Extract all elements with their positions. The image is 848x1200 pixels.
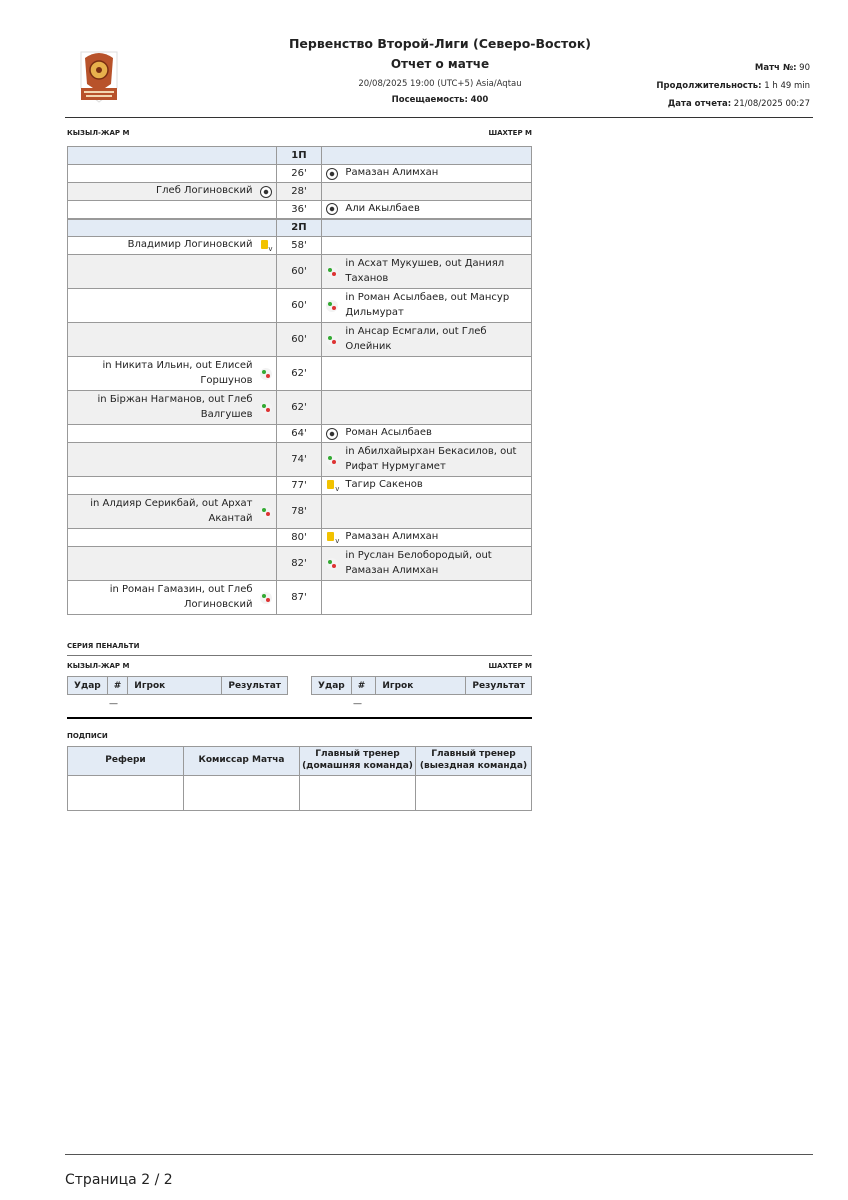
event-row [68, 323, 532, 357]
col-number: # [351, 677, 376, 695]
match-datetime: 20/08/2025 19:00 (UTC+5) Asia/Aqtau [358, 79, 522, 89]
goal-ball-icon [326, 428, 338, 440]
match-number-label: Матч №: [754, 63, 797, 73]
event-row [68, 201, 532, 219]
away-event-cell [322, 477, 532, 495]
home-event-cell [68, 425, 277, 443]
attendance-value: 400 [470, 95, 489, 105]
duration-label: Продолжительность: [656, 81, 762, 91]
half-label: 1П [276, 147, 322, 165]
away-event-text: Али Акылбаев [345, 203, 420, 214]
col-result: Результат [466, 677, 532, 695]
event-minute: 36' [276, 201, 322, 219]
event-minute: 58' [276, 237, 322, 255]
signatures-table [67, 746, 532, 811]
event-row [68, 391, 532, 425]
report-header [65, 30, 813, 118]
home-event-text: in Біржан Нагманов, out Глеб Валгушев [97, 394, 253, 420]
event-minute: 80' [276, 529, 322, 547]
league-logo [75, 48, 123, 106]
half-header-home [68, 147, 277, 165]
home-event-text: Глеб Логиновский [156, 185, 253, 197]
away-event-cell [322, 289, 532, 323]
away-event-text: in Ансар Есмгали, out Глеб Олейник [345, 326, 487, 352]
penalty-section-title: СЕРИЯ ПЕНАЛЬТИ [67, 642, 140, 650]
half-label: 2П [276, 219, 322, 237]
substitution-icon [260, 592, 272, 604]
home-coach-header: Главный тренер (домашняя команда) [300, 747, 416, 776]
home-event-text: in Алдияр Серикбай, out Архат Акантай [90, 498, 253, 524]
penalty-teams-row [67, 662, 532, 674]
event-row [68, 237, 532, 255]
away-event-cell [322, 201, 532, 219]
home-event-cell [68, 201, 277, 219]
home-event-cell [68, 289, 277, 323]
away-event-text: in Асхат Мукушев, out Даниял Таханов [345, 258, 505, 284]
match-number-value: 90 [799, 63, 810, 73]
event-minute: 60' [276, 289, 322, 323]
home-event-text: Владимир Логиновский [127, 239, 253, 251]
event-minute: 77' [276, 477, 322, 495]
home-team-name: КЫЗЫЛ-ЖАР М [67, 129, 130, 137]
substitution-icon [260, 368, 272, 380]
referee-signature-cell [68, 776, 184, 811]
report-subtitle: Отчет о матче [390, 57, 490, 71]
event-minute: 28' [276, 183, 322, 201]
event-row [68, 425, 532, 443]
event-minute: 60' [276, 255, 322, 289]
penalty-table-away [311, 676, 532, 695]
home-event-cell [68, 357, 277, 391]
signatures-section-title: ПОДПИСИ [67, 732, 108, 740]
event-minute: 64' [276, 425, 322, 443]
commissioner-signature-cell [184, 776, 300, 811]
away-coach-header: Главный тренер (выездная команда) [416, 747, 532, 776]
col-result: Результат [222, 677, 288, 695]
event-minute: 82' [276, 547, 322, 581]
events-table [67, 146, 532, 615]
substitution-icon [326, 300, 338, 312]
yellow-card-icon [326, 480, 338, 492]
away-event-cell [322, 357, 532, 391]
substitution-icon [326, 266, 338, 278]
event-row [68, 443, 532, 477]
substitution-icon [260, 402, 272, 414]
yellow-card-icon [260, 240, 272, 252]
goal-ball-icon [260, 186, 272, 198]
col-shot: Удар [68, 677, 108, 695]
half-header-row [68, 219, 532, 237]
teams-row [67, 129, 532, 141]
away-event-cell [322, 443, 532, 477]
away-event-text: Рамазан Алимхан [345, 167, 439, 179]
event-minute: 26' [276, 165, 322, 183]
event-row [68, 529, 532, 547]
away-event-cell [322, 323, 532, 357]
away-event-cell [322, 255, 532, 289]
home-event-cell [68, 183, 277, 201]
penalty-away-team: ШАХТЕР М [488, 662, 532, 670]
away-event-text: Тагир Сакенов [345, 479, 423, 491]
event-row [68, 289, 532, 323]
yellow-card-icon [326, 532, 338, 544]
col-shot: Удар [312, 677, 352, 695]
penalty-table-home [67, 676, 288, 695]
home-event-cell [68, 495, 277, 529]
half-header-away [322, 219, 532, 237]
event-row [68, 495, 532, 529]
home-event-cell [68, 165, 277, 183]
report-date-value: 21/08/2025 00:27 [733, 99, 810, 109]
home-event-cell [68, 255, 277, 289]
penalty-away-empty: — [353, 699, 362, 709]
page-number: Страница 2 / 2 [65, 1172, 173, 1188]
away-event-text: in Роман Асылбаев, out Мансур Дильмурат [345, 292, 510, 318]
substitution-icon [326, 558, 338, 570]
event-row [68, 165, 532, 183]
away-event-text: Рамазан Алимхан [345, 531, 439, 543]
commissioner-header: Комиссар Матча [184, 747, 300, 776]
away-event-cell [322, 237, 532, 255]
penalty-bottom-rule [67, 717, 532, 719]
event-minute: 62' [276, 391, 322, 425]
attendance-label: Посещаемость: [391, 95, 468, 105]
home-coach-signature-cell [300, 776, 416, 811]
event-minute: 78' [276, 495, 322, 529]
half-header-away [322, 147, 532, 165]
away-event-cell [322, 165, 532, 183]
event-row [68, 183, 532, 201]
col-player: Игрок [128, 677, 222, 695]
match-duration [580, 81, 810, 91]
away-event-text: in Абилхайырхан Бекасилов, out Рифат Нурмугамет [345, 446, 517, 472]
away-event-text: Роман Асылбаев [345, 427, 432, 439]
event-minute: 62' [276, 357, 322, 391]
away-event-text: in Руслан Белобородый, out Рамазан Алимхан [345, 550, 492, 576]
event-row [68, 255, 532, 289]
col-player: Игрок [376, 677, 466, 695]
penalty-rule [67, 655, 532, 656]
away-event-cell [322, 529, 532, 547]
away-coach-signature-cell [416, 776, 532, 811]
col-number: # [107, 677, 128, 695]
penalty-home-empty: — [109, 699, 118, 709]
away-event-cell [322, 391, 532, 425]
home-event-cell [68, 529, 277, 547]
duration-value: 1 h 49 min [764, 81, 810, 91]
event-row [68, 547, 532, 581]
substitution-icon [326, 454, 338, 466]
home-event-cell [68, 391, 277, 425]
footer-rule [65, 1154, 813, 1155]
event-minute: 74' [276, 443, 322, 477]
home-event-cell [68, 323, 277, 357]
report-date [580, 99, 810, 109]
home-event-text: in Роман Гамазин, out Глеб Логиновский [109, 584, 253, 610]
away-team-name: ШАХТЕР М [488, 129, 532, 137]
away-event-cell [322, 547, 532, 581]
goal-ball-icon [326, 168, 338, 180]
event-minute: 87' [276, 581, 322, 615]
away-event-cell [322, 495, 532, 529]
substitution-icon [260, 506, 272, 518]
home-event-cell [68, 477, 277, 495]
attendance [260, 95, 620, 105]
event-minute: 60' [276, 323, 322, 357]
home-event-cell [68, 547, 277, 581]
half-header-row [68, 147, 532, 165]
competition-title: Первенство Второй-Лиги (Северо-Восток) [288, 36, 592, 51]
penalty-home-team: КЫЗЫЛ-ЖАР М [67, 662, 130, 670]
away-event-cell [322, 425, 532, 443]
home-event-cell [68, 237, 277, 255]
half-header-home [68, 219, 277, 237]
match-number [580, 63, 810, 73]
report-date-label: Дата отчета: [667, 99, 732, 109]
event-row [68, 477, 532, 495]
goal-ball-icon [326, 203, 338, 215]
substitution-icon [326, 334, 338, 346]
event-row [68, 357, 532, 391]
home-event-cell [68, 443, 277, 477]
away-event-cell [322, 581, 532, 615]
referee-header: Рефери [68, 747, 184, 776]
away-event-cell [322, 183, 532, 201]
event-row [68, 581, 532, 615]
home-event-cell [68, 581, 277, 615]
home-event-text: in Никита Ильин, out Елисей Горшунов [102, 360, 253, 386]
